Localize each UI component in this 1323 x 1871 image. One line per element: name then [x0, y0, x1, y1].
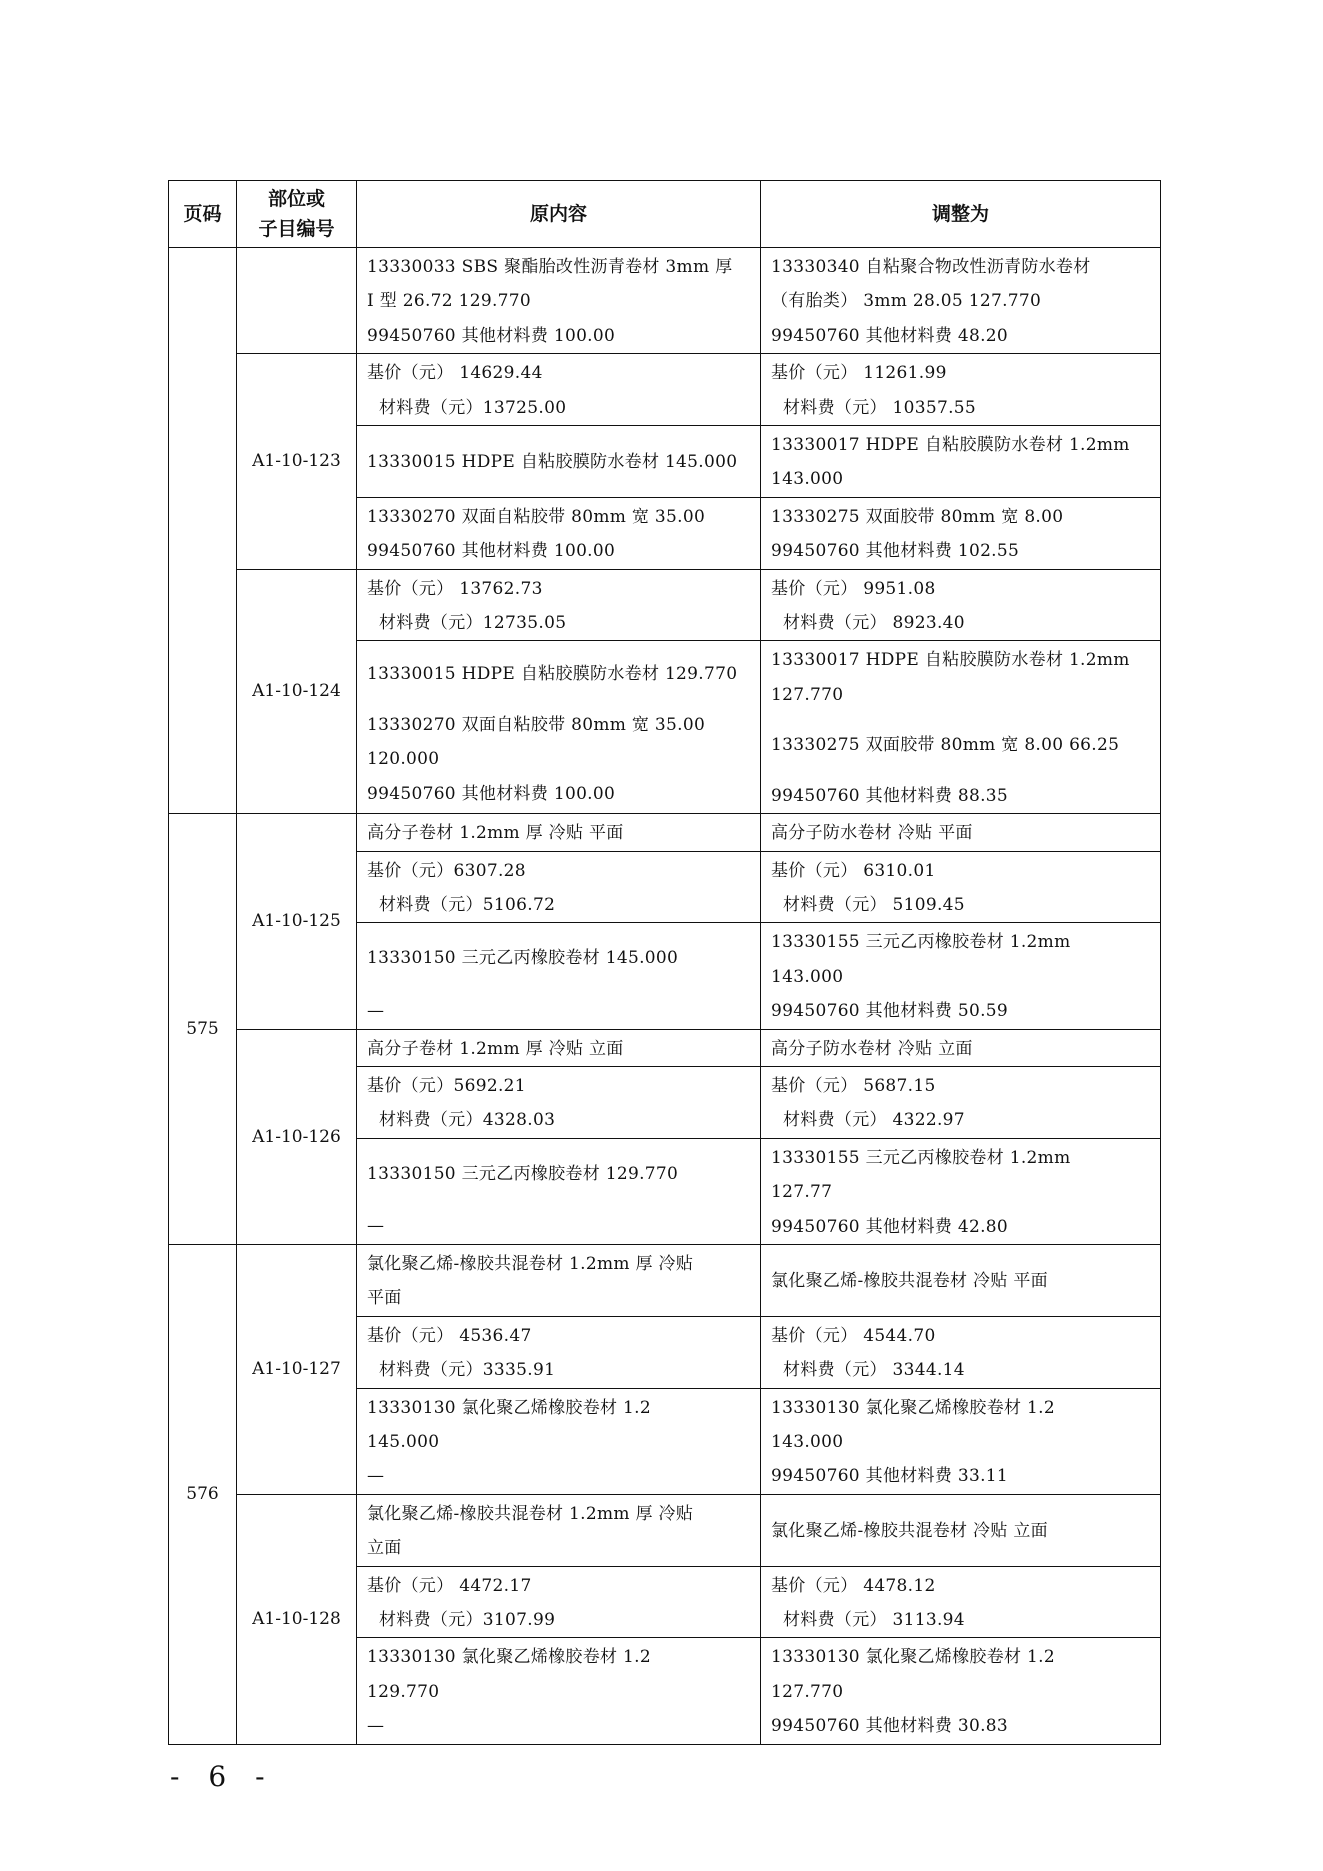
- adjusted-line: 143.000: [771, 469, 844, 490]
- original-line: 平面: [367, 1288, 402, 1309]
- original-cell: [357, 923, 761, 1029]
- original-line: 13330033 SBS 聚酯胎改性沥青卷材 3mm 厚: [367, 257, 733, 277]
- original-line: 13330270 双面自粘胶带 80mm 宽 35.00: [367, 714, 706, 735]
- adjusted-cell: [761, 1638, 1161, 1744]
- original-cell: [357, 426, 761, 498]
- adjusted-line: 13330155 三元乙丙橡胶卷材 1.2mm: [771, 932, 1071, 953]
- original-line: 13330130 氯化聚乙烯橡胶卷材 1.2: [367, 1647, 651, 1668]
- adjusted-cell: [761, 851, 1161, 923]
- original-line: 13330270 双面自粘胶带 80mm 宽 35.00: [367, 506, 706, 527]
- adjusted-line: 基价（元） 5687.15: [771, 1075, 936, 1096]
- adjusted-spacer: [771, 712, 1150, 728]
- adjusted-line: 99450760 其他材料费 50.59: [771, 1001, 1009, 1022]
- adjusted-line: 99450760 其他材料费 48.20: [771, 325, 1009, 346]
- original-cell: [357, 1494, 761, 1566]
- adjusted-line: 高分子防水卷材 冷贴 立面: [771, 1038, 973, 1059]
- adjusted-cell: [761, 354, 1161, 426]
- adjusted-line: 基价（元） 11261.99: [771, 363, 947, 384]
- original-line: 99450760 其他材料费 100.00: [367, 783, 616, 804]
- original-cell: [357, 569, 761, 641]
- original-line: —: [367, 1466, 385, 1487]
- original-line: 13330150 三元乙丙橡胶卷材 129.770: [367, 1163, 679, 1184]
- adjusted-line: 13330275 双面胶带 80mm 宽 8.00 66.25: [771, 735, 1120, 756]
- adjusted-cell: [761, 1029, 1161, 1066]
- table-row: [169, 569, 1161, 641]
- original-line: 13330015 HDPE 自粘胶膜防水卷材 145.000: [367, 452, 738, 473]
- adjusted-line: 127.770: [771, 684, 844, 705]
- adjusted-line: 基价（元） 4478.12: [771, 1575, 936, 1596]
- adjusted-line: （有胎类） 3mm 28.05 127.770: [771, 291, 1042, 312]
- adjusted-line: 99450760 其他材料费 88.35: [771, 785, 1009, 806]
- original-cell: [357, 814, 761, 851]
- adjusted-line: 13330130 氯化聚乙烯橡胶卷材 1.2: [771, 1397, 1055, 1418]
- adjusted-line: 99450760 其他材料费 102.55: [771, 541, 1020, 562]
- original-line: 129.770: [367, 1681, 440, 1702]
- original-line: 基价（元）6307.28: [367, 860, 526, 881]
- table-row: [169, 814, 1161, 851]
- adjusted-line: 高分子防水卷材 冷贴 平面: [771, 823, 973, 844]
- original-line: 145.000: [367, 1432, 440, 1452]
- table-row: [169, 1244, 1161, 1316]
- original-line: —: [367, 1216, 385, 1237]
- adjustment-table: [168, 180, 1161, 1745]
- original-cell: [357, 1244, 761, 1316]
- table-row: [169, 354, 1161, 426]
- adjusted-cell: [761, 1494, 1161, 1566]
- adjusted-cell: [761, 497, 1161, 569]
- item-code-cell: A1-10-128: [237, 1494, 357, 1744]
- original-line: 13330150 三元乙丙橡胶卷材 145.000: [367, 948, 679, 969]
- adjusted-line: 材料费（元） 3344.14: [783, 1360, 965, 1381]
- original-line: 材料费（元）5106.72: [379, 894, 556, 915]
- page-cell: 575: [169, 814, 237, 1245]
- page-cell: 576: [169, 1244, 237, 1744]
- original-spacer: [367, 976, 750, 994]
- adjusted-line: 材料费（元） 8923.40: [783, 613, 965, 634]
- adjusted-line: 氯化聚乙烯-橡胶共混卷材 冷贴 平面: [771, 1271, 1048, 1292]
- original-cell: [357, 248, 761, 354]
- original-line: 基价（元）5692.21: [367, 1075, 526, 1096]
- adjusted-line: 99450760 其他材料费 30.83: [771, 1716, 1009, 1737]
- header-page: 页码: [169, 181, 237, 248]
- adjusted-line: 143.000: [771, 966, 844, 987]
- original-line: 13330015 HDPE 自粘胶膜防水卷材 129.770: [367, 664, 738, 685]
- original-spacer: [367, 925, 750, 941]
- item-code-cell: A1-10-127: [237, 1244, 357, 1494]
- adjusted-spacer: [771, 763, 1150, 779]
- adjusted-line: 基价（元） 4544.70: [771, 1325, 936, 1346]
- original-line: —: [367, 1716, 385, 1737]
- original-line: 99450760 其他材料费 100.00: [367, 325, 616, 346]
- adjusted-line: 材料费（元） 5109.45: [783, 894, 965, 915]
- adjusted-line: 99450760 其他材料费 33.11: [771, 1466, 1009, 1487]
- adjusted-line: 143.000: [771, 1432, 844, 1452]
- item-code-cell-empty: [237, 248, 357, 354]
- adjusted-cell: [761, 641, 1161, 814]
- original-line: 材料费（元）3335.91: [379, 1360, 556, 1381]
- page-cell-empty: [169, 248, 237, 814]
- original-cell: [357, 1566, 761, 1638]
- original-spacer: [367, 1191, 750, 1209]
- original-cell: [357, 354, 761, 426]
- header-item-line2: 子目编号: [258, 218, 335, 240]
- adjusted-line: 材料费（元） 4322.97: [783, 1110, 965, 1131]
- adjusted-line: 127.770: [771, 1681, 844, 1702]
- header-adjusted: 调整为: [761, 181, 1161, 248]
- original-line: 氯化聚乙烯-橡胶共混卷材 1.2mm 厚 冷贴: [367, 1253, 694, 1274]
- original-line: 材料费（元）13725.00: [379, 397, 567, 418]
- adjusted-line: 氯化聚乙烯-橡胶共混卷材 冷贴 立面: [771, 1521, 1048, 1542]
- original-cell: [357, 851, 761, 923]
- original-line: 高分子卷材 1.2mm 厚 冷贴 平面: [367, 823, 624, 844]
- table-row: [169, 1029, 1161, 1066]
- adjusted-line: 13330017 HDPE 自粘胶膜防水卷材 1.2mm: [771, 650, 1130, 671]
- original-line: 基价（元） 4472.17: [367, 1575, 532, 1596]
- item-code-cell: A1-10-124: [237, 569, 357, 813]
- adjusted-line: 127.77: [771, 1182, 833, 1203]
- header-item-line1: 部位或: [267, 188, 325, 210]
- adjusted-cell: [761, 923, 1161, 1029]
- original-spacer: [367, 1141, 750, 1157]
- adjusted-line: 基价（元） 6310.01: [771, 860, 936, 881]
- item-code-cell: A1-10-126: [237, 1029, 357, 1244]
- original-cell: [357, 641, 761, 814]
- adjusted-line: 基价（元） 9951.08: [771, 578, 936, 599]
- original-line: 材料费（元）12735.05: [379, 613, 567, 634]
- adjusted-cell: [761, 1244, 1161, 1316]
- original-line: 材料费（元）3107.99: [379, 1610, 556, 1631]
- item-code-cell: A1-10-123: [237, 354, 357, 569]
- original-line: 基价（元） 4536.47: [367, 1325, 532, 1346]
- item-code-cell: A1-10-125: [237, 814, 357, 1029]
- adjusted-cell: [761, 814, 1161, 851]
- adjusted-cell: [761, 1566, 1161, 1638]
- adjusted-line: 13330017 HDPE 自粘胶膜防水卷材 1.2mm: [771, 435, 1130, 456]
- original-line: 材料费（元）4328.03: [379, 1110, 556, 1131]
- header-row: [169, 181, 1161, 248]
- original-cell: [357, 1638, 761, 1744]
- adjusted-cell: [761, 1316, 1161, 1388]
- original-cell: [357, 497, 761, 569]
- adjusted-line: 13330155 三元乙丙橡胶卷材 1.2mm: [771, 1147, 1071, 1168]
- original-cell: [357, 1316, 761, 1388]
- adjusted-line: 99450760 其他材料费 42.80: [771, 1216, 1009, 1237]
- original-cell: [357, 1388, 761, 1494]
- original-cell: [357, 1138, 761, 1244]
- adjusted-line: 材料费（元） 10357.55: [783, 397, 977, 418]
- original-line: 120.000: [367, 749, 440, 770]
- original-line: 13330130 氯化聚乙烯橡胶卷材 1.2: [367, 1397, 651, 1418]
- adjusted-cell: [761, 569, 1161, 641]
- table-row: [169, 248, 1161, 354]
- adjusted-cell: [761, 1066, 1161, 1138]
- table-row: [169, 1494, 1161, 1566]
- adjusted-line: 13330340 自粘聚合物改性沥青防水卷材: [771, 257, 1091, 277]
- original-spacer: [367, 692, 750, 708]
- original-line: I 型 26.72 129.770: [367, 291, 531, 312]
- adjusted-line: 13330275 双面胶带 80mm 宽 8.00: [771, 506, 1064, 527]
- adjusted-line: 13330130 氯化聚乙烯橡胶卷材 1.2: [771, 1647, 1055, 1668]
- adjusted-line: 材料费（元） 3113.94: [783, 1610, 965, 1631]
- original-cell: [357, 1029, 761, 1066]
- original-line: 基价（元） 14629.44: [367, 363, 543, 384]
- header-original: 原内容: [357, 181, 761, 248]
- original-line: 基价（元） 13762.73: [367, 578, 543, 599]
- original-line: —: [367, 1000, 385, 1021]
- original-cell: [357, 1066, 761, 1138]
- header-item-code: [237, 181, 357, 248]
- original-line: 立面: [367, 1538, 402, 1559]
- adjusted-cell: [761, 248, 1161, 354]
- adjusted-cell: [761, 1138, 1161, 1244]
- original-line: 氯化聚乙烯-橡胶共混卷材 1.2mm 厚 冷贴: [367, 1503, 694, 1524]
- adjusted-cell: [761, 1388, 1161, 1494]
- original-line: 高分子卷材 1.2mm 厚 冷贴 立面: [367, 1038, 624, 1059]
- original-line: 99450760 其他材料费 100.00: [367, 541, 616, 562]
- page-number: - 6 -: [170, 1760, 275, 1793]
- adjusted-cell: [761, 426, 1161, 498]
